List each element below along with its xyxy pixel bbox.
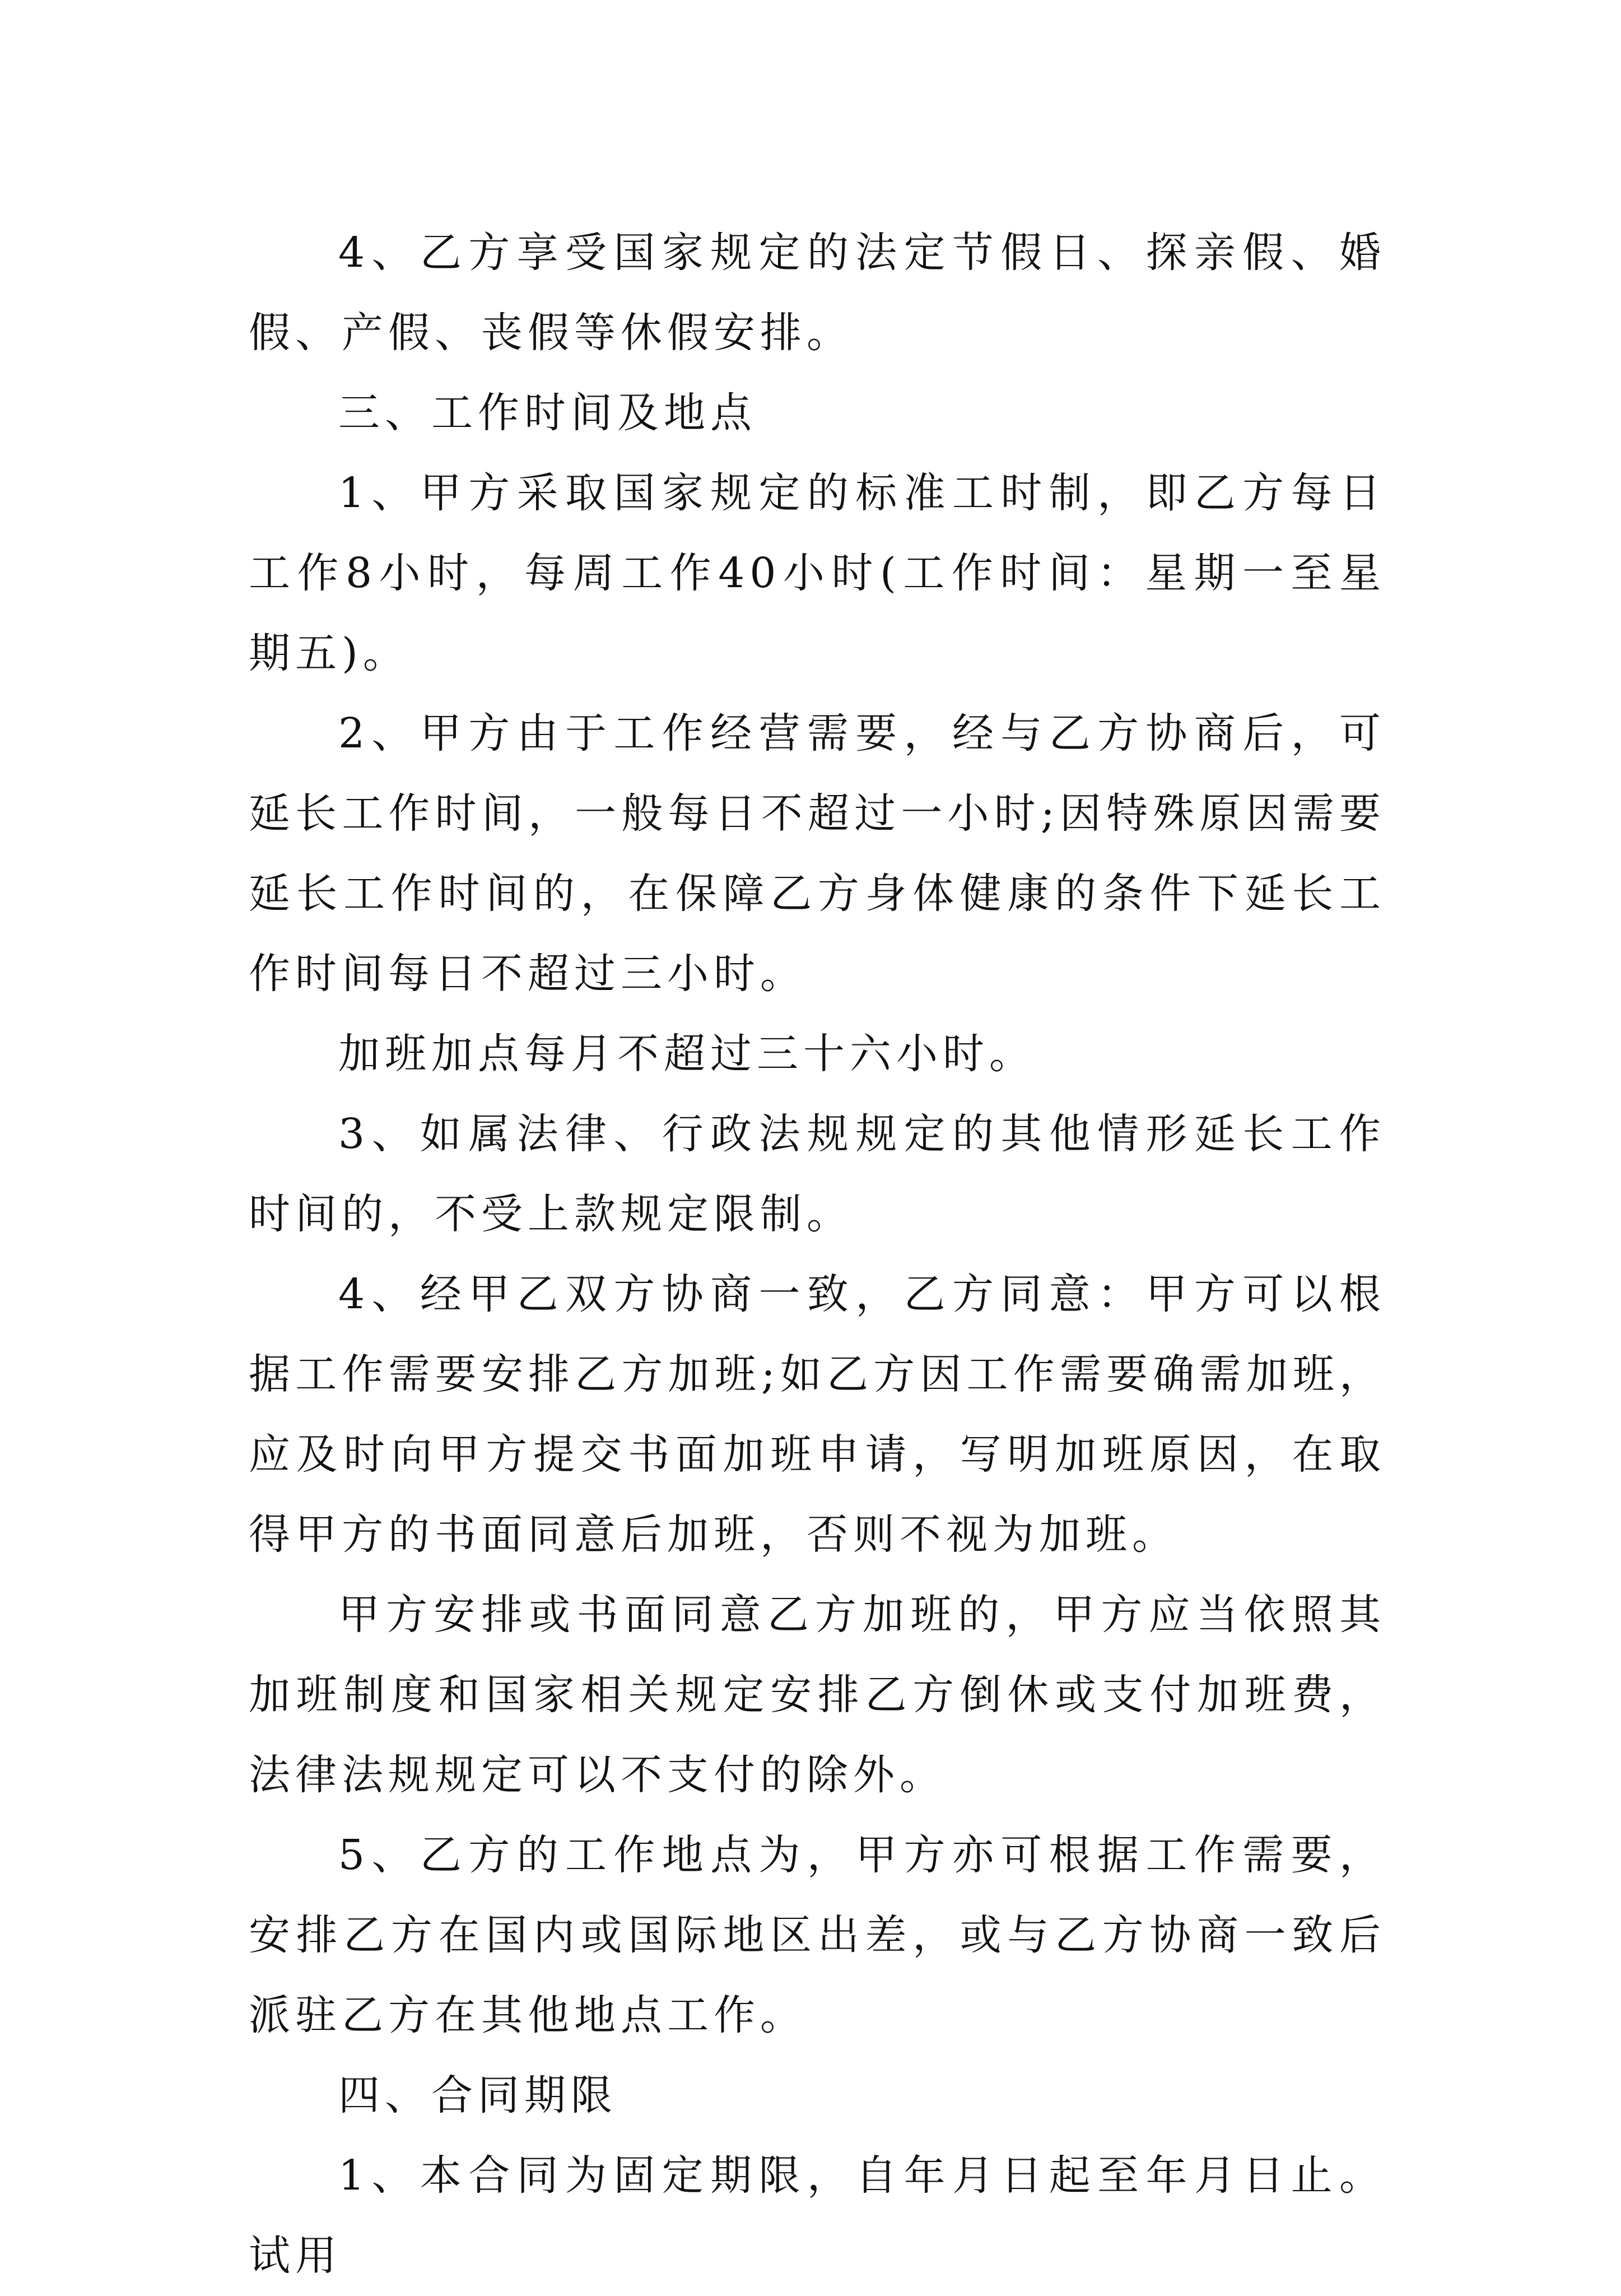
paragraph-overtime-limit: 加班加点每月不超过三十六小时。 bbox=[338, 1030, 1036, 1078]
paragraph-leave-entitlement: 4、乙方享受国家规定的法定节假日、探亲假、婚假、产假、丧假等休假安排。 bbox=[249, 229, 1386, 357]
paragraph-overtime-agreement: 4、经甲乙双方协商一致，乙方同意：甲方可以根据工作需要安排乙方加班;如乙方因工作需要确需加班，应及时向甲方提交书面加班申请，写明加班原因，在取得甲方的书面同意后加班，否则不视为加班。 bbox=[249, 1270, 1386, 1559]
document-body bbox=[249, 213, 1386, 2296]
section-heading-work-time-location: 三、工作时间及地点 bbox=[338, 389, 757, 437]
paragraph-standard-hours: 1、甲方采取国家规定的标准工时制，即乙方每日工作8小时，每周工作40小时(工作时间：星期一至星期五)。 bbox=[249, 469, 1386, 677]
paragraph-extended-hours: 2、甲方由于工作经营需要，经与乙方协商后，可延长工作时间，一般每日不超过一小时;因特殊原因需要延长工作时间的，在保障乙方身体健康的条件下延长工作时间每日不超过三小时。 bbox=[249, 709, 1386, 998]
paragraph-legal-exceptions: 3、如属法律、行政法规规定的其他情形延长工作时间的，不受上款规定限制。 bbox=[249, 1110, 1386, 1238]
paragraph-fixed-term: 1、本合同为固定期限，自年月日起至年月日止。试用 bbox=[249, 2151, 1386, 2280]
section-heading-contract-term: 四、合同期限 bbox=[338, 2071, 617, 2120]
paragraph-work-location: 5、乙方的工作地点为，甲方亦可根据工作需要，安排乙方在国内或国际地区出差，或与乙方协商一致后派驻乙方在其他地点工作。 bbox=[249, 1831, 1386, 2039]
paragraph-overtime-compensation: 甲方安排或书面同意乙方加班的，甲方应当依照其加班制度和国家相关规定安排乙方倒休或支付加班费，法律法规规定可以不支付的除外。 bbox=[249, 1591, 1386, 1799]
